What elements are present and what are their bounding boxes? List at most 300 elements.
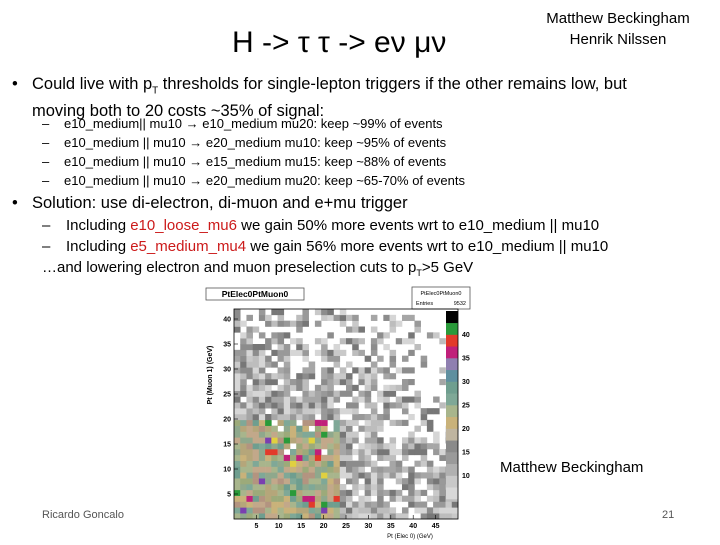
heatmap-cell (240, 437, 247, 443)
heatmap-cell (352, 321, 359, 327)
heatmap-cell (327, 467, 334, 473)
slide-title: H -> τ τ -> eν μν (232, 26, 447, 59)
heatmap-cell (383, 402, 390, 408)
heatmap-cell (402, 449, 409, 455)
heatmap-cell (290, 490, 297, 496)
heatmap-cell (240, 513, 247, 519)
heatmap-cell (377, 397, 384, 403)
heatmap-cell (365, 420, 372, 426)
author-2: Henrik Nilssen (569, 31, 667, 48)
heatmap-cell (259, 467, 266, 473)
heatmap-cell (352, 338, 359, 344)
heatmap-cell (246, 402, 253, 408)
heatmap-cell (253, 490, 260, 496)
bullet-1-line-2: moving both to 20 costs ~35% of signal: (32, 102, 325, 121)
heatmap-cell (402, 467, 409, 473)
heatmap-cell (365, 367, 372, 373)
heatmap-cell (290, 484, 297, 490)
heatmap-cell (352, 449, 359, 455)
heatmap-cell (383, 315, 390, 321)
heatmap-cell (246, 461, 253, 467)
heatmap-cell (290, 472, 297, 478)
heatmap-cell (309, 507, 316, 513)
heatmap-cell (278, 478, 285, 484)
heatmap-cell (427, 484, 434, 490)
heatmap-cell (358, 327, 365, 333)
footer-presenter: Ricardo Goncalo (42, 509, 124, 521)
heatmap-cell (433, 437, 440, 443)
heatmap-cell (396, 449, 403, 455)
heatmap-cell (352, 461, 359, 467)
heatmap-cell (271, 449, 278, 455)
heatmap-cell (334, 443, 341, 449)
heatmap-cell (315, 513, 322, 519)
heatmap-cell (315, 432, 322, 438)
heatmap-cell (246, 426, 253, 432)
heatmap-cell (302, 309, 309, 315)
heatmap-cell (302, 402, 309, 408)
heatmap-cell (346, 327, 353, 333)
heatmap-cell (421, 362, 428, 368)
heatmap-cell (321, 356, 328, 362)
heatmap-cell (246, 484, 253, 490)
heatmap-cell (427, 467, 434, 473)
heatmap-cell (439, 484, 446, 490)
heatmap-cell (327, 402, 334, 408)
heatmap-cell (352, 507, 359, 513)
heatmap-cell (352, 420, 359, 426)
heatmap-cell (302, 461, 309, 467)
heatmap-cell (390, 437, 397, 443)
heatmap-cell (439, 402, 446, 408)
heatmap-cell (259, 391, 266, 397)
heatmap-cell (240, 338, 247, 344)
heatmap-cell (284, 373, 291, 379)
heatmap-cell (414, 402, 421, 408)
heatmap-cell (414, 397, 421, 403)
solution-list (42, 215, 608, 284)
heatmap-cell (402, 315, 409, 321)
heatmap-cell (352, 478, 359, 484)
heatmap-cell (265, 397, 272, 403)
heatmap-cell (408, 350, 415, 356)
heatmap-cell (396, 385, 403, 391)
heatmap-cell (259, 408, 266, 414)
heatmap-cell (371, 484, 378, 490)
heatmap-cell (371, 385, 378, 391)
heatmap-cell (427, 420, 434, 426)
heatmap-cell (302, 443, 309, 449)
heatmap-cell (452, 507, 459, 513)
heatmap-cell (240, 507, 247, 513)
heatmap-cell (296, 484, 303, 490)
heatmap-cell (414, 472, 421, 478)
heatmap-cell (346, 513, 353, 519)
heatmap-cell (278, 332, 285, 338)
z-tick-label: 30 (462, 379, 470, 386)
heatmap-cell (321, 408, 328, 414)
heatmap-cell (246, 362, 253, 368)
heatmap-cell (340, 309, 347, 315)
heatmap-cell (302, 502, 309, 508)
heatmap-cell (321, 502, 328, 508)
heatmap-cell (421, 472, 428, 478)
heatmap-cell (334, 472, 341, 478)
heatmap-cell (246, 367, 253, 373)
heatmap-cell (402, 356, 409, 362)
heatmap-cell (421, 414, 428, 420)
heatmap-cell (340, 472, 347, 478)
heatmap-cell (371, 420, 378, 426)
heatmap-cell (284, 420, 291, 426)
heatmap-cell (427, 332, 434, 338)
heatmap-cell (246, 373, 253, 379)
heatmap-cell (309, 443, 316, 449)
heatmap-cell (259, 397, 266, 403)
heatmap-cell (246, 472, 253, 478)
heatmap-cell (396, 496, 403, 502)
bullet-dot-icon: • (12, 194, 18, 212)
heatmap-cell (408, 449, 415, 455)
heatmap-cell (259, 513, 266, 519)
heatmap-cell (302, 496, 309, 502)
heatmap-cell (321, 402, 328, 408)
heatmap-cell (296, 408, 303, 414)
heatmap-cell (265, 461, 272, 467)
x-tick-label: 10 (274, 523, 283, 530)
heatmap-cell (390, 472, 397, 478)
heatmap-cell (253, 408, 260, 414)
authors (528, 8, 708, 50)
sub-item-3: – e10_medium || mu10 → e15_medium mu15: keep ~88% of events (42, 154, 447, 169)
heatmap-cell (315, 472, 322, 478)
heatmap-cell (234, 426, 241, 432)
heatmap-cell (371, 367, 378, 373)
heatmap-cell (290, 397, 297, 403)
heatmap-cell (377, 437, 384, 443)
heatmap-cell (309, 472, 316, 478)
heatmap-cell (371, 344, 378, 350)
heatmap-cell (365, 502, 372, 508)
heatmap-cell (246, 455, 253, 461)
heatmap-cell (340, 496, 347, 502)
heatmap-cell (253, 502, 260, 508)
heatmap-cell (365, 437, 372, 443)
heatmap-cell (402, 443, 409, 449)
credit-text: Matthew Beckingham (500, 459, 644, 476)
heatmap-cell (346, 455, 353, 461)
heatmap-cell (365, 490, 372, 496)
x-tick-label: 35 (386, 523, 395, 530)
heatmap-cell (321, 426, 328, 432)
heatmap-cell (371, 449, 378, 455)
heatmap-cell (340, 507, 347, 513)
heatmap-cell (408, 443, 415, 449)
heatmap-cell (253, 484, 260, 490)
heatmap-cell (383, 502, 390, 508)
heatmap-cell (365, 507, 372, 513)
heatmap-cell (246, 391, 253, 397)
heatmap-cell (377, 426, 384, 432)
heatmap-cell (346, 437, 353, 443)
heatmap-cell (327, 332, 334, 338)
heatmap-cell (433, 502, 440, 508)
heatmap-cell (234, 490, 241, 496)
heatmap-cell (433, 513, 440, 519)
heatmap-cell (371, 437, 378, 443)
heatmap-cell (377, 420, 384, 426)
heatmap-cell (240, 379, 247, 385)
heatmap-cell (253, 373, 260, 379)
heatmap-cell (284, 362, 291, 368)
solution-item-1: – Including e10_loose_mu6 we gain 50% more events wrt to e10_medium || mu10 (42, 217, 600, 234)
heatmap-cell (302, 321, 309, 327)
heatmap-cell (240, 373, 247, 379)
heatmap-cell (259, 402, 266, 408)
heatmap-cell (340, 391, 347, 397)
heatmap-cell (271, 484, 278, 490)
heatmap-cell (414, 321, 421, 327)
heatmap-cell (309, 513, 316, 519)
heatmap-cell (346, 385, 353, 391)
heatmap-cell (302, 408, 309, 414)
heatmap-cell (309, 502, 316, 508)
heatmap-cell (253, 496, 260, 502)
heatmap-cell (327, 490, 334, 496)
palette-swatch (446, 417, 458, 429)
author-1: Matthew Beckingham (546, 10, 690, 27)
heatmap-cell (265, 496, 272, 502)
heatmap-cell (371, 467, 378, 473)
heatmap-cell (271, 443, 278, 449)
heatmap-cell (321, 513, 328, 519)
heatmap-cell (234, 461, 241, 467)
heatmap-cell (284, 321, 291, 327)
heatmap-cell (340, 350, 347, 356)
heatmap-cell (321, 350, 328, 356)
heatmap-cell (296, 315, 303, 321)
heatmap-cell (259, 449, 266, 455)
x-tick-label: 40 (409, 523, 418, 530)
heatmap-cell (346, 478, 353, 484)
heatmap-cell (390, 321, 397, 327)
heatmap-cell (290, 507, 297, 513)
heatmap-cell (421, 437, 428, 443)
heatmap-cell (309, 490, 316, 496)
heatmap-cell (340, 449, 347, 455)
heatmap-cell (371, 408, 378, 414)
heatmap-cell (271, 437, 278, 443)
heatmap-cell (259, 478, 266, 484)
heatmap-cell (414, 496, 421, 502)
heatmap-cell (265, 344, 272, 350)
heatmap-cell (408, 472, 415, 478)
bullet-dot-icon: • (12, 75, 18, 93)
heatmap-cell (439, 449, 446, 455)
heatmap-cell (302, 467, 309, 473)
heatmap-cell (327, 391, 334, 397)
heatmap-cell (414, 478, 421, 484)
heatmap-cell (315, 484, 322, 490)
heatmap-cell (439, 379, 446, 385)
heatmap-cell (408, 437, 415, 443)
heatmap-cell (259, 420, 266, 426)
heatmap-cell (334, 502, 341, 508)
heatmap-cell (408, 367, 415, 373)
heatmap-cell (346, 472, 353, 478)
heatmap-cell (396, 513, 403, 519)
heatmap-cell (321, 373, 328, 379)
heatmap-cell (383, 408, 390, 414)
heatmap-cell (246, 443, 253, 449)
heatmap-cell (284, 484, 291, 490)
heatmap-cell (358, 484, 365, 490)
heatmap-cell (321, 397, 328, 403)
heatmap-cell (383, 385, 390, 391)
heatmap-cell (346, 461, 353, 467)
heatmap-cell (433, 397, 440, 403)
heatmap-cell (315, 478, 322, 484)
heatmap-cell (321, 432, 328, 438)
x-axis-label: Pt (Elec 0) (GeV) (387, 534, 433, 540)
heatmap-cell (234, 321, 241, 327)
heatmap-cell (271, 414, 278, 420)
heatmap-cell (240, 490, 247, 496)
heatmap-cell (396, 367, 403, 373)
heatmap-cell (315, 461, 322, 467)
heatmap-cell (271, 513, 278, 519)
heatmap-cell (315, 408, 322, 414)
heatmap-cell (302, 426, 309, 432)
heatmap-cell (309, 496, 316, 502)
heatmap-cell (321, 367, 328, 373)
heatmap-cell (284, 379, 291, 385)
heatmap-cell (371, 379, 378, 385)
heatmap-cell (377, 391, 384, 397)
heatmap-cell (302, 437, 309, 443)
heatmap-cell (383, 507, 390, 513)
heatmap-cell (315, 455, 322, 461)
heatmap-cell (358, 391, 365, 397)
heatmap-cell (278, 315, 285, 321)
heatmap-cell (278, 373, 285, 379)
heatmap-cell (327, 478, 334, 484)
heatmap-cell (340, 502, 347, 508)
heatmap-cell (246, 397, 253, 403)
heatmap-cell (265, 455, 272, 461)
heatmap-cell (278, 356, 285, 362)
heatmap-cell (265, 414, 272, 420)
heatmap-cell (346, 379, 353, 385)
heatmap-cell (296, 338, 303, 344)
heatmap-cell (284, 414, 291, 420)
heatmap-cell (302, 478, 309, 484)
heatmap-cell (377, 443, 384, 449)
heatmap-cell (234, 367, 241, 373)
heatmap-cell (234, 484, 241, 490)
heatmap-cell (265, 478, 272, 484)
heatmap-cell (246, 432, 253, 438)
heatmap-cell (240, 367, 247, 373)
heatmap-cell (396, 472, 403, 478)
stats-label: Entries (416, 301, 434, 307)
heatmap-cell (334, 420, 341, 426)
palette-swatch (446, 323, 458, 335)
heatmap-cell (402, 367, 409, 373)
heatmap-cell (390, 373, 397, 379)
heatmap-cell (396, 321, 403, 327)
heatmap-cell (271, 496, 278, 502)
sub-item-2: – e10_medium || mu10 → e20_medium mu10: keep ~95% of events (42, 135, 447, 150)
heatmap-cell (265, 315, 272, 321)
y-tick-label: 10 (223, 466, 231, 474)
heatmap-cell (253, 391, 260, 397)
heatmap-cell (377, 356, 384, 362)
heatmap-cell (234, 362, 241, 368)
heatmap-cell (340, 338, 347, 344)
heatmap-cell (383, 490, 390, 496)
heatmap-cell (302, 484, 309, 490)
heatmap-cell (234, 356, 241, 362)
heatmap-cell (278, 338, 285, 344)
heatmap-cell (234, 455, 241, 461)
heatmap-cell (402, 437, 409, 443)
heatmap-cell (296, 344, 303, 350)
heatmap-cell (352, 402, 359, 408)
heatmap-cell (278, 321, 285, 327)
heatmap-cell (340, 455, 347, 461)
heatmap-cell (240, 332, 247, 338)
heatmap-cell (259, 490, 266, 496)
heatmap-cell (346, 467, 353, 473)
heatmap-cell (240, 385, 247, 391)
heatmap-cell (253, 513, 260, 519)
heatmap-cell (284, 402, 291, 408)
heatmap-cell (346, 420, 353, 426)
heatmap-cell (327, 496, 334, 502)
heatmap-cell (240, 484, 247, 490)
heatmap-cell (383, 414, 390, 420)
heatmap-cell (321, 315, 328, 321)
heatmap-cell (352, 315, 359, 321)
palette-swatch (446, 358, 458, 370)
heatmap-cell (402, 379, 409, 385)
histogram-plot (200, 285, 475, 540)
heatmap-cell (259, 426, 266, 432)
heatmap-cell (278, 507, 285, 513)
heatmap-cell (408, 484, 415, 490)
heatmap-cell (246, 350, 253, 356)
heatmap-cell (396, 478, 403, 484)
heatmap-cell (334, 315, 341, 321)
heatmap-cell (246, 478, 253, 484)
heatmap-cell (327, 432, 334, 438)
heatmap-cell (265, 420, 272, 426)
heatmap-cell (402, 402, 409, 408)
heatmap-cell (377, 472, 384, 478)
heatmap-cell (278, 455, 285, 461)
palette-swatch (446, 440, 458, 452)
bullet-1-subscript: T (152, 85, 159, 97)
heatmap-cell (246, 449, 253, 455)
heatmap-cell (315, 350, 322, 356)
heatmap-cell (271, 373, 278, 379)
heatmap-cell (340, 408, 347, 414)
heatmap-cell (284, 472, 291, 478)
x-tick-label: 20 (319, 523, 328, 530)
heatmap-cell (265, 426, 272, 432)
heatmap-cell (358, 472, 365, 478)
